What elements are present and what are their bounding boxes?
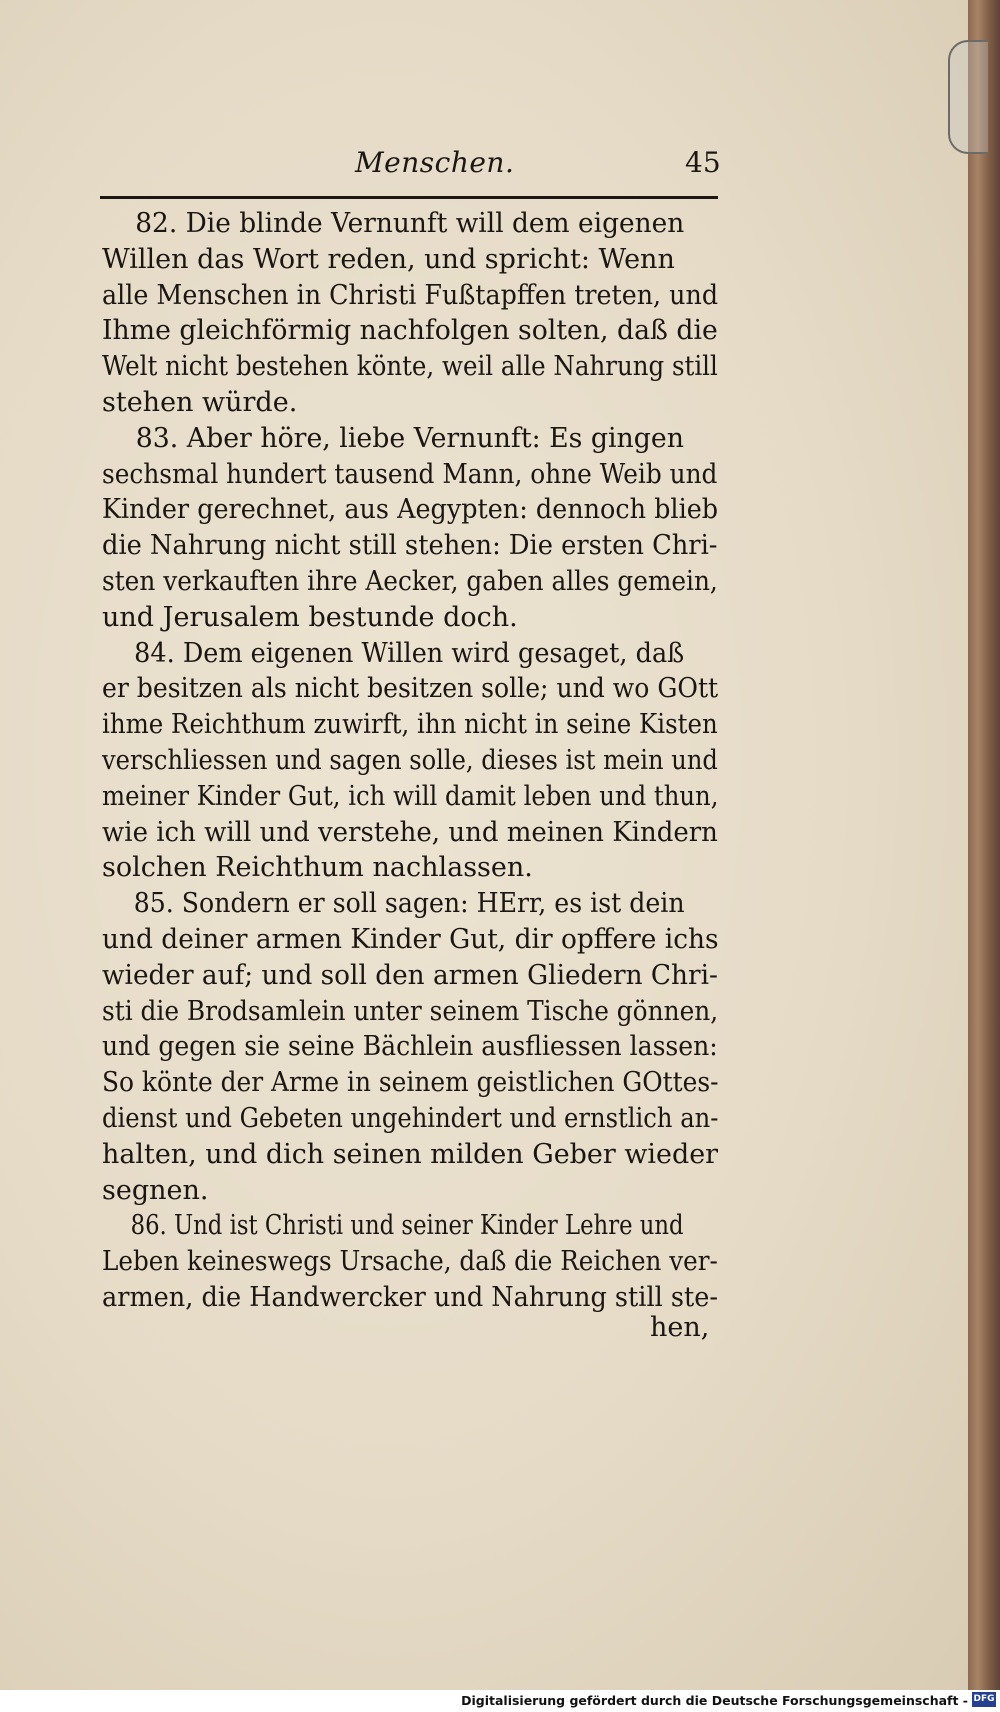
text-line: 86. Und ist Christi und seiner Kinder Lehre und: [130, 1210, 684, 1242]
text-line: Ihme gleichförmig nachfolgen solten, daß die: [102, 315, 718, 347]
text-line: sti die Brodsamlein unter seinem Tische gönnen,: [102, 995, 719, 1027]
paragraph-83: [102, 421, 718, 636]
text-line: 82. Die blinde Vernunft will dem eigenen: [135, 208, 685, 239]
book-edge: [968, 0, 1000, 1690]
text-line: meiner Kinder Gut, ich will damit leben und thun,: [102, 780, 719, 812]
paragraph-84: [102, 636, 718, 887]
text-line: und gegen sie seine Bächlein ausfliessen lassen:: [102, 1031, 718, 1063]
paragraph-85: [102, 886, 718, 1208]
text-line: Welt nicht bestehen könte, weil alle Nahrung still: [102, 351, 718, 383]
text-line: und deiner armen Kinder Gut, dir opffere ichs: [102, 923, 719, 955]
text-line: wieder auf; und soll den armen Gliedern Chri-: [102, 959, 718, 991]
text-line: dienst und Gebeten ungehindert und ernstlich an-: [102, 1102, 719, 1134]
header-rule: [100, 196, 718, 199]
text-line: stehen würde.: [102, 386, 298, 418]
text-line: alle Menschen in Christi Fußtapffen treten, und: [102, 279, 719, 311]
page-clip: [948, 40, 988, 154]
text-line: halten, und dich seinen milden Geber wieder: [102, 1138, 719, 1170]
digitization-footer: [0, 1690, 1000, 1712]
text-line: sechsmal hundert tausend Mann, ohne Weib und: [102, 458, 718, 490]
text-line: Leben keineswegs Ursache, daß die Reichen ver-: [102, 1246, 718, 1278]
text-line: solchen Reichthum nachlassen.: [102, 852, 533, 884]
text-line: 84. Dem eigenen Willen wird gesaget, daß: [134, 637, 685, 669]
text-line: wie ich will und verstehe, und meinen Kindern: [102, 816, 718, 848]
text-line: und Jerusalem bestunde doch.: [102, 601, 518, 633]
catchword: hen,: [650, 1312, 710, 1343]
page-header: [100, 146, 721, 186]
paragraph-86: [102, 1208, 718, 1315]
text-line: 83. Aber höre, liebe Vernunft: Es gingen: [135, 422, 684, 454]
paragraph-82: [102, 206, 718, 421]
text-line: er besitzen als nicht besitzen solle; und wo GOtt: [102, 673, 719, 705]
text-line: sten verkauften ihre Aecker, gaben alles gemein,: [102, 565, 718, 597]
dfg-logo-icon: DFG: [972, 1692, 996, 1707]
footer-credit: Digitalisierung gefördert durch die Deutsche Forschungsgemeinschaft -: [461, 1693, 968, 1708]
text-line: So könte der Arme in seinem geistlichen GOttes-: [102, 1067, 719, 1099]
text-line: die Nahrung nicht still stehen: Die ersten Chri-: [102, 530, 718, 562]
text-line: 85. Sondern er soll sagen: HErr, es ist dein: [133, 888, 685, 920]
body-text: [102, 206, 718, 1316]
text-line: verschliessen und sagen solle, dieses ist mein und: [102, 744, 718, 776]
text-line: ihme Reichthum zuwirft, ihn nicht in seine Kisten: [102, 709, 718, 741]
running-head: Menschen.: [355, 146, 515, 179]
text-line: Willen das Wort reden, und spricht: Wenn: [102, 243, 675, 275]
text-line: armen, die Handwercker und Nahrung still ste-: [102, 1281, 719, 1313]
page-number: 45: [685, 146, 721, 179]
text-line: Kinder gerechnet, aus Aegypten: dennoch blieb: [102, 494, 719, 526]
text-line: segnen.: [102, 1174, 209, 1206]
